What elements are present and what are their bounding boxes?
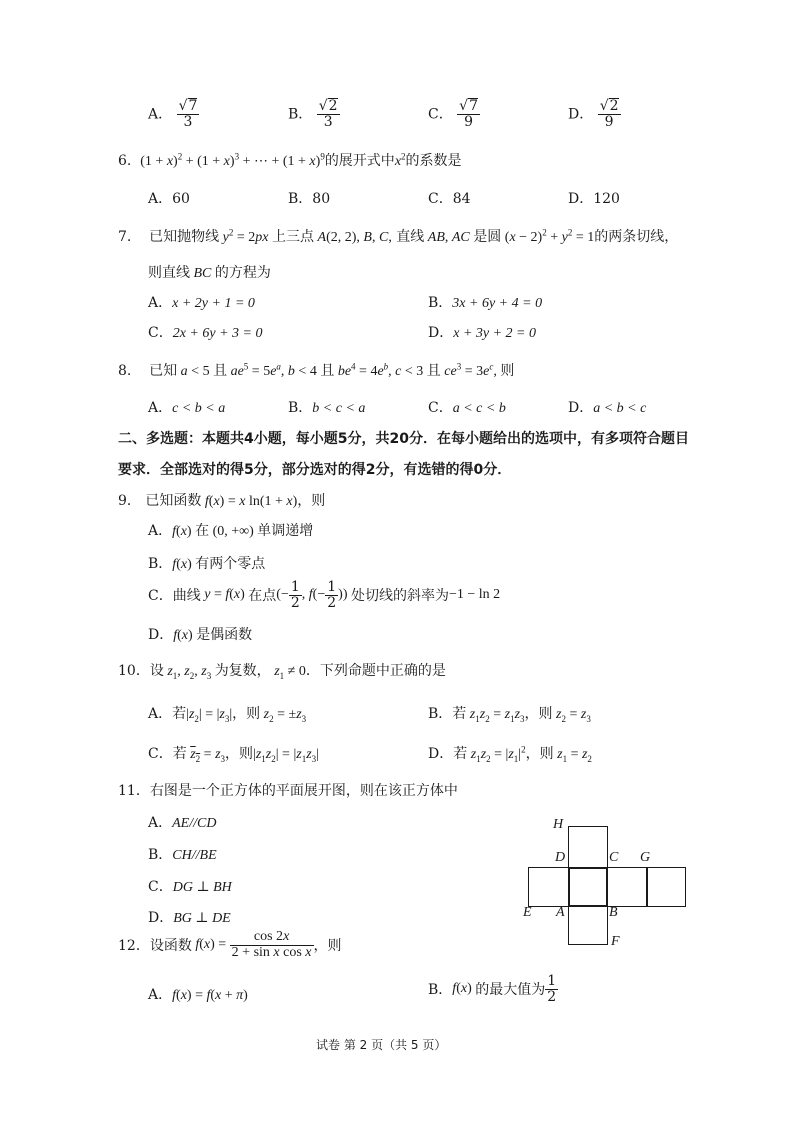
net-label-a: A: [556, 905, 565, 920]
q8-option-a: A．c < b < a: [148, 400, 226, 416]
q6-term: $x^2$: [394, 151, 406, 169]
q5-option-c: C． $\frac{√7}{9}$: [428, 98, 479, 130]
option-letter: C．: [428, 106, 453, 123]
q9-option-b: B．f(x) 有两个零点: [148, 556, 266, 572]
net-face-top: [568, 826, 608, 869]
net-face-bottom: [568, 905, 608, 945]
q7-option-d: D．x + 3y + 2 = 0: [428, 325, 537, 341]
q10-option-d: D．若 $z_1z_2 = |z_1|^2$，则 $z_1 = z_2$: [428, 744, 592, 764]
q9-option-c: C．曲线 y = f(x) 在点(− $\frac{1}{2}$ , f(− $\frac{1}{2}$ )) 处切线的斜率为−1 − ln 2: [148, 579, 501, 611]
net-label-f: F: [611, 934, 620, 949]
question-text: 是圆: [473, 229, 502, 245]
q11-stem: [118, 780, 458, 800]
question-text: 直线: [396, 229, 425, 245]
q7-parabola: $y^2 = 2px$: [219, 227, 273, 245]
q7-line-bc: BC: [190, 266, 215, 281]
q6-stem: [118, 150, 462, 170]
net-face-left: [528, 867, 570, 907]
q8-option-b: B．b < c < a: [288, 400, 366, 416]
question-text: 右图是一个正方体的平面展开图，则在该正方体中: [149, 783, 458, 799]
question-number: 9．: [118, 493, 141, 509]
q9-stem: 9． 已知函数 f(x) = x ln(1 + x)，则: [118, 493, 326, 509]
q8-stem: 8. 已知 a < 5 且 $ae^5 = 5e^a$, b < 4 且 $be^4 = 4e^b$, c < 3 且 $ce^3 = 3e^c$, 则: [118, 361, 515, 379]
net-label-e: E: [523, 905, 532, 920]
net-face-center: [568, 867, 608, 907]
denominator: 3: [323, 113, 333, 130]
q11-option-a: A．AE//CD: [148, 815, 217, 831]
question-number: 6.: [118, 153, 132, 169]
question-text: 上三点: [272, 229, 315, 245]
q6-option-a: A．60: [148, 191, 190, 207]
net-label-g: G: [640, 850, 651, 865]
net-label-c: C: [609, 850, 619, 865]
q10-option-c: C．若 $z_2 = z_3$，则$|z_1z_2| = |z_1z_3|$: [148, 746, 319, 764]
question-number: 7.: [118, 229, 132, 245]
option-letter: D．: [568, 106, 594, 123]
net-label-d: D: [555, 850, 566, 865]
q10-option-b: B．若 $z_1z_2 = z_1z_3$，则 $z_2 = z_3$: [428, 706, 591, 724]
q6-option-d: D．120: [568, 191, 620, 207]
q6-option-b: B．80: [288, 191, 331, 207]
q12-option-b: B．f(x) 的最大值为 $\frac{1}{2}$: [428, 973, 557, 1005]
question-text: 的系数是: [405, 153, 462, 169]
q5-option-d: D． $\frac{√2}{9}$: [568, 98, 619, 130]
q5-option-a: A． $\frac{√7}{3}$: [148, 98, 198, 130]
q7-lines: AB, AC: [424, 230, 474, 245]
q12-stem: 12．设函数 f(x) = $\frac{\cos 2x}{\text{2 + sin x cos x}}$ ，则: [118, 929, 342, 960]
numerator: 2: [328, 98, 338, 114]
page-footer: 试卷 第 2 页（共 5 页）: [316, 1038, 447, 1052]
question-text: 的两条切线，: [594, 229, 679, 245]
denominator: 3: [183, 113, 193, 130]
question-text: 已知: [149, 363, 178, 379]
q12-option-a: A．f(x) = f(x + π): [148, 987, 248, 1003]
net-label-b: B: [609, 905, 618, 920]
option-letter: A．: [148, 106, 173, 123]
q7-option-a: A．x + 2y + 1 = 0: [148, 295, 255, 311]
q11-option-b: B．CH//BE: [148, 847, 217, 863]
denominator: 9: [604, 113, 614, 130]
q8-option-c: C．a < c < b: [428, 400, 506, 416]
question-number: 11．: [118, 783, 150, 799]
question-text: 的展开式中: [324, 153, 395, 169]
q8-option-d: D．a < b < c: [568, 400, 647, 416]
question-text: 则直线: [148, 265, 190, 281]
question-number: 8.: [118, 363, 132, 379]
numerator: 7: [469, 98, 479, 114]
q7-stem: [118, 226, 678, 246]
q6-expression: $(1 + x)^2 + (1 + x)^3$ + ⋯ + $(1 + x)^9$: [140, 151, 325, 169]
denominator: 9: [464, 113, 474, 130]
cube-net-diagram: [527, 823, 689, 947]
section-heading-line2: 要求．全部选对的得5分，部分选对的得2分，有选错的得0分．: [118, 462, 512, 478]
q7-stem-line2: [148, 262, 271, 282]
q11-option-c: C．DG ⊥ BH: [148, 879, 232, 895]
numerator: 2: [609, 98, 619, 114]
q10-option-a: A．若$|z_2| = |z_3|$，则 $z_2 = \pm z_3$: [148, 706, 307, 724]
question-number: 12．: [118, 938, 150, 955]
q10-stem: 10．设 $z_1$, $z_2$, $z_3$ 为复数， $z_1 \ne 0$．下列命题中正确的是: [118, 663, 446, 681]
question-number: 10．: [118, 663, 150, 679]
numerator: 7: [188, 98, 198, 114]
question-text: 的方程为: [214, 265, 271, 281]
net-label-h: H: [553, 817, 564, 832]
q5-option-b: B． $\frac{√2}{3}$: [288, 98, 338, 130]
question-text: 已知抛物线: [149, 229, 220, 245]
q7-option-b: B．3x + 6y + 4 = 0: [428, 295, 543, 311]
q9-option-a: A．f(x) 在 (0, +∞) 单调递增: [148, 523, 314, 539]
q11-option-d: D．BG ⊥ DE: [148, 910, 231, 926]
q9-option-d: D．f(x) 是偶函数: [148, 627, 253, 643]
q6-option-c: C．84: [428, 191, 471, 207]
q7-circle: $(x - 2)^2 + y^2 = 1$: [504, 227, 595, 245]
q7-option-c: C．2x + 6y + 3 = 0: [148, 325, 263, 341]
option-letter: B．: [288, 106, 313, 123]
net-face-far-right: [646, 867, 686, 907]
section-heading: 二、多选题：本题共4小题，每小题5分，共20分．在每小题给出的选项中，有多项符合题目: [118, 431, 689, 447]
q7-points: A(2, 2), B, C,: [314, 230, 392, 245]
net-face-right: [606, 867, 648, 907]
